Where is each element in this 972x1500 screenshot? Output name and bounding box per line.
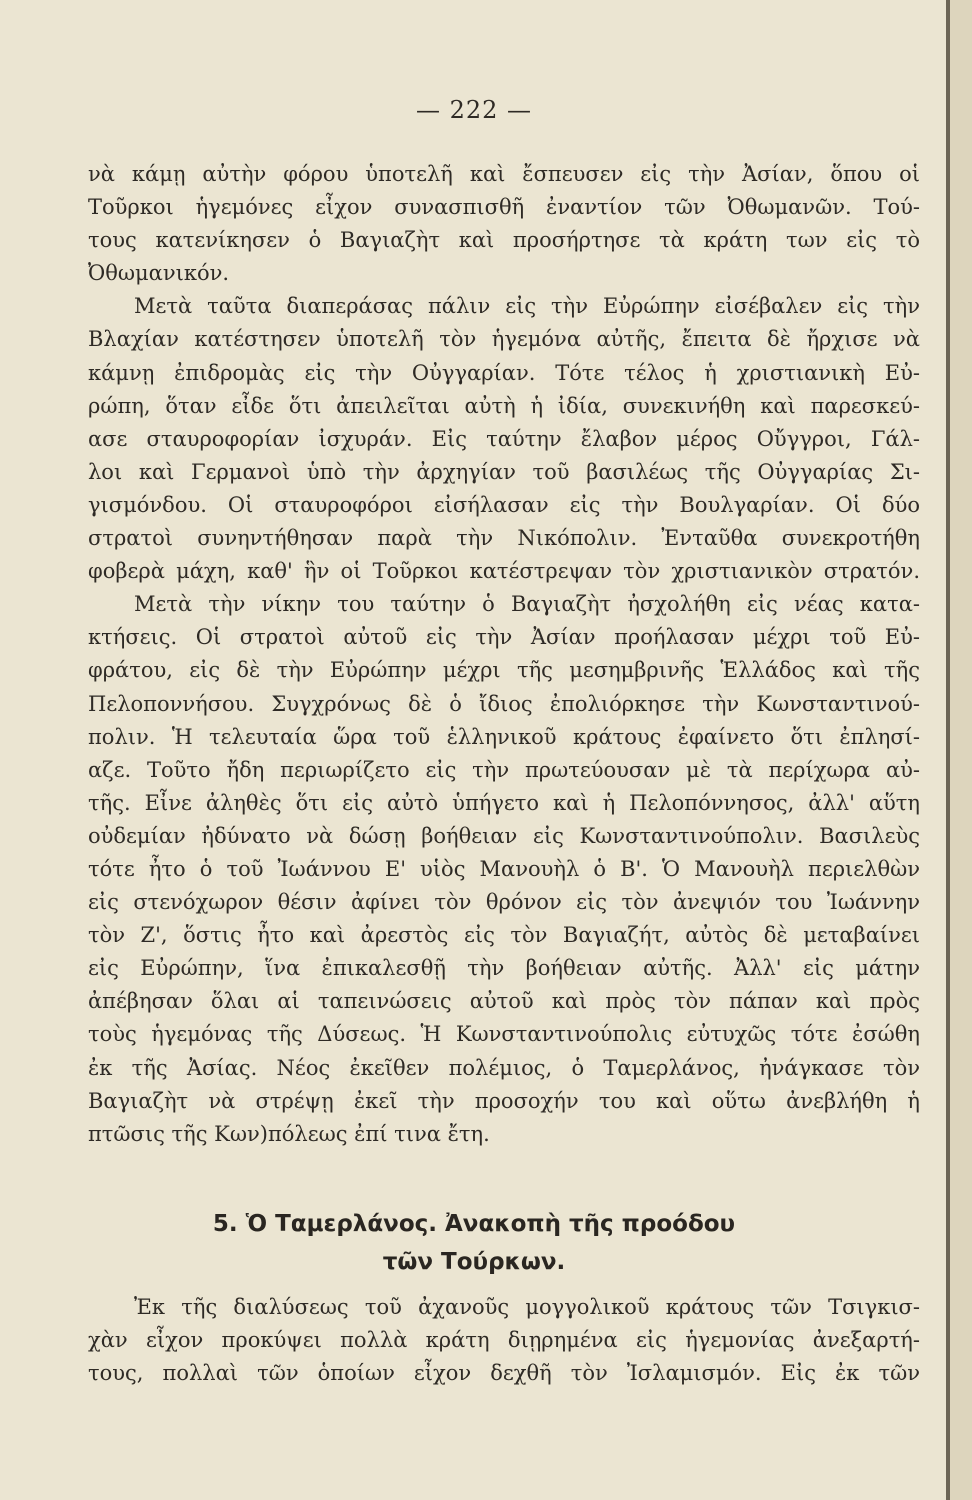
text-line: πολιν. Ἡ τελευταία ὥρα τοῦ ἑλληνικοῦ κράτους ἐφαίνετο ὅτι ἐπλησί- (88, 724, 920, 749)
text-line: κάμνῃ ἐπιδρομὰς εἰς τὴν Οὐγγαρίαν. Τότε τέλος ἡ χριστιανικὴ Εὐ- (88, 360, 920, 385)
text-line: τότε ἦτο ὁ τοῦ Ἰωάννου Ε' υἱὸς Μανουὴλ ὁ Β'. Ὁ Μανουὴλ περιελθὼν (88, 856, 920, 881)
text-line: φράτου, εἰς δὲ τὴν Εὐρώπην μέχρι τῆς μεσημβρινῆς Ἑλλάδος καὶ τῆς (88, 658, 920, 683)
text-line: Βλαχίαν κατέστησεν ὑποτελῆ τὸν ἡγεμόνα αὐτῆς, ἔπειτα δὲ ἤρχισε νὰ (88, 327, 920, 352)
text-line: φοβερὰ μάχη, καθ' ἣν οἱ Τοῦρκοι κατέστρεψαν τὸν χριστιανικὸν στρατόν. (88, 559, 920, 584)
section-paragraphs (88, 1291, 920, 1390)
text-line: στρατοὶ συνηντήθησαν παρὰ τὴν Νικόπολιν. Ἐνταῦθα συνεκροτήθη (88, 526, 920, 551)
text-line: ἐκ τῆς Ἀσίας. Νέος ἐκεῖθεν πολέμιος, ὁ Ταμερλάνος, ἠνάγκασε τὸν (88, 1055, 920, 1080)
text-line: τῆς. Εἶνε ἀληθὲς ὅτι εἰς αὐτὸ ὑπήγετο καὶ ἡ Πελοπόννησος, ἀλλ' αὕτη (88, 790, 920, 815)
text-line: τους, πολλαὶ τῶν ὁποίων εἶχον δεχθῆ τὸν Ἰσλαμισμόν. Εἰς ἐκ τῶν (88, 1361, 920, 1386)
text-line: ρώπη, ὅταν εἶδε ὅτι ἀπειλεῖται αὐτὴ ἡ ἰδία, συνεκινήθη καὶ παρεσκεύ- (88, 393, 920, 418)
text-line: Τοῦρκοι ἡγεμόνες εἶχον συνασπισθῆ ἐναντίον τῶν Ὀθωμανῶν. Τού- (88, 195, 920, 220)
text-line: ασε σταυροφορίαν ἰσχυράν. Εἰς ταύτην ἔλαβον μέρος Οὔγγροι, Γάλ- (88, 426, 920, 451)
text-line: εἰς Εὐρώπην, ἵνα ἐπικαλεσθῇ τὴν βοήθειαν αὐτῆς. Ἀλλ' εἰς μάτην (88, 956, 920, 981)
section-heading-line-2: τῶν Τούρκων. (382, 1249, 566, 1275)
text-line: εἰς στενόχωρον θέσιν ἀφίνει τὸν θρόνον εἰς τὸν ἀνεψιόν του Ἰωάννην (88, 890, 920, 915)
text-line: αζε. Τοῦτο ἤδη περιωρίζετο εἰς τὴν πρωτεύουσαν μὲ τὰ περίχωρα αὐ- (88, 757, 920, 782)
text-line: τους κατενίκησεν ὁ Βαγιαζὴτ καὶ προσήρτησε τὰ κράτη των εἰς τὸ (88, 228, 920, 253)
text-line: ἀπέβησαν ὅλαι αἱ ταπεινώσεις αὐτοῦ καὶ πρὸς τὸν πάπαν καὶ πρὸς (88, 989, 920, 1014)
page-number: — 222 — (415, 96, 533, 124)
text-line: Μετὰ ταῦτα διαπεράσας πάλιν εἰς τὴν Εὐρώπην εἰσέβαλεν εἰς τὴν (134, 294, 920, 319)
main-paragraphs (88, 158, 920, 1151)
text-line: Ὀθωμανικόν. (88, 261, 230, 286)
adjacent-page-edge (950, 0, 972, 1500)
text-line: Ἐκ τῆς διαλύσεως τοῦ ἀχανοῦς μογγολικοῦ κράτους τῶν Τσιγκισ- (134, 1295, 920, 1319)
section-heading (0, 1205, 948, 1281)
text-line: λοι καὶ Γερμανοὶ ὑπὸ τὴν ἀρχηγίαν τοῦ βασιλέως τῆς Οὐγγαρίας Σι- (88, 459, 920, 484)
text-line: γισμόνδου. Οἱ σταυροφόροι εἰσήλασαν εἰς τὴν Βουλγαρίαν. Οἱ δύο (88, 492, 920, 517)
text-line: τὸν Ζ', ὅστις ἦτο καὶ ἀρεστὸς εἰς τὸν Βαγιαζήτ, αὐτὸς δὲ μεταβαίνει (88, 923, 920, 948)
text-line: Βαγιαζὴτ νὰ στρέψῃ ἐκεῖ τὴν προσοχήν του καὶ οὕτω ἀνεβλήθη ἡ (88, 1088, 920, 1113)
text-line: Πελοποννήσου. Συγχρόνως δὲ ὁ ἴδιος ἐπολιόρκησε τὴν Κωνσταντινού- (88, 691, 920, 716)
text-line: χὰν εἶχον προκύψει πολλὰ κράτη διῃρημένα εἰς ἡγεμονίας ἀνεξαρτή- (88, 1328, 920, 1353)
text-line: τοὺς ἡγεμόνας τῆς Δύσεως. Ἡ Κωνσταντινούπολις εὐτυχῶς τότε ἐσώθη (88, 1022, 920, 1047)
text-line: πτῶσις τῆς Κων)πόλεως ἐπί τινα ἔτη. (88, 1121, 490, 1146)
text-line: νὰ κάμῃ αὐτὴν φόρου ὑποτελῆ καὶ ἔσπευσεν εἰς τὴν Ἀσίαν, ὅπου οἱ (88, 162, 920, 186)
section-heading-line-1: 5. Ὁ Ταμερλάνος. Ἀνακοπὴ τῆς προόδου (212, 1211, 736, 1237)
text-line: οὐδεμίαν ἠδύνατο νὰ δώσῃ βοήθειαν εἰς Κωνσταντινούπολιν. Βασιλεὺς (88, 823, 920, 848)
text-line: κτήσεις. Οἱ στρατοὶ αὐτοῦ εἰς τὴν Ἀσίαν προήλασαν μέχρι τοῦ Εὐ- (88, 625, 920, 650)
text-line: Μετὰ τὴν νίκην του ταύτην ὁ Βαγιαζὴτ ἠσχολήθη εἰς νέας κατα- (134, 592, 920, 617)
